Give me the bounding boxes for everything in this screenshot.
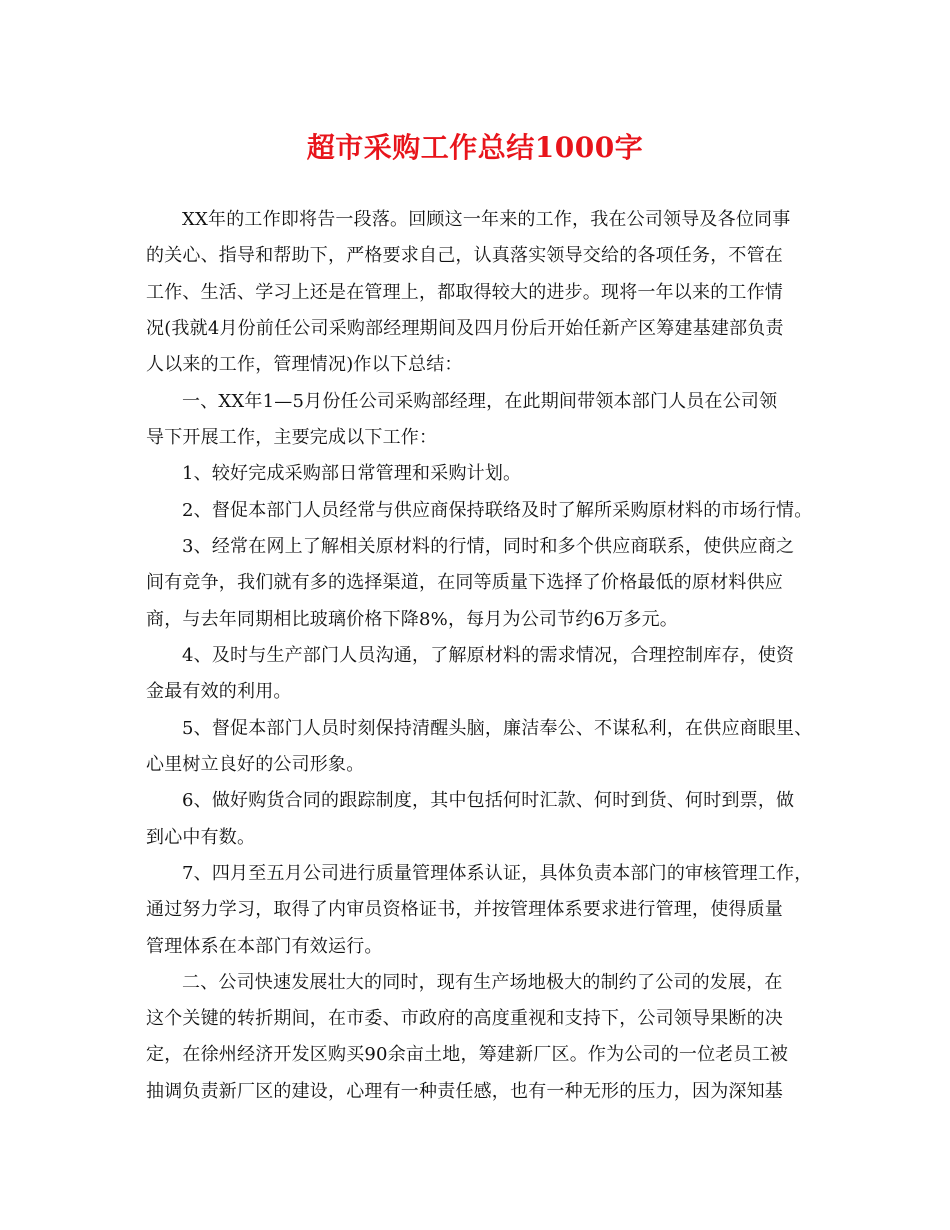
paragraph-line: 到心中有数。	[146, 827, 256, 848]
paragraph-line: 导下开展工作，主要完成以下工作：	[146, 427, 438, 448]
paragraph-line: 金最有效的利用。	[146, 681, 292, 702]
paragraph-line: 人以来的工作，管理情况)作以下总结：	[146, 354, 463, 375]
paragraph-line: 管理体系在本部门有效运行。	[146, 936, 383, 957]
paragraph-line: XX年的工作即将告一段落。回顾这一年来的工作，我在公司领导及各位同事	[182, 209, 791, 230]
paragraph-line: 况(我就4月份前任公司采购部经理期间及四月份后开始任新产区筹建基建部负责	[146, 318, 784, 339]
paragraph-line: 通过努力学习，取得了内审员资格证书，并按管理体系要求进行管理，使得质量	[146, 899, 783, 920]
paragraph-line: 的关心、指导和帮助下，严格要求自己，认真落实领导交给的各项任务，不管在	[146, 245, 783, 266]
paragraph-line: 一、XX年1—5月份任公司采购部经理，在此期间带领本部门人员在公司领	[182, 391, 778, 412]
paragraph-line: 工作、生活、学习上还是在管理上，都取得较大的进步。现将一年以来的工作情	[146, 282, 783, 303]
paragraph-line: 7、四月至五月公司进行质量管理体系认证，具体负责本部门的审核管理工作，	[182, 863, 813, 884]
paragraph-line: 1、较好完成采购部日常管理和采购计划。	[182, 463, 522, 484]
paragraph-line: 5、督促本部门人员时刻保持清醒头脑，廉洁奉公、不谋私利，在供应商眼里、	[182, 718, 813, 739]
document-title: 超市采购工作总结1000字	[306, 131, 644, 164]
paragraph-line: 3、经常在网上了解相关原材料的行情，同时和多个供应商联系，使供应商之	[182, 536, 795, 557]
paragraph-line: 6、做好购货合同的跟踪制度，其中包括何时汇款、何时到货、何时到票，做	[182, 790, 795, 811]
paragraph-line: 间有竞争，我们就有多的选择渠道，在同等质量下选择了价格最低的原材料供应	[146, 572, 783, 593]
paragraph-line: 心里树立良好的公司形象。	[146, 754, 365, 775]
paragraph-line: 二、公司快速发展壮大的同时，现有生产场地极大的制约了公司的发展，在	[182, 972, 783, 993]
paragraph-line: 4、及时与生产部门人员沟通，了解原材料的需求情况，合理控制库存，使资	[182, 645, 795, 666]
paragraph-line: 定，在徐州经济开发区购买90余亩土地，筹建新厂区。作为公司的一位老员工被	[146, 1044, 789, 1065]
paragraph-line: 这个关键的转折期间，在市委、市政府的高度重视和支持下，公司领导果断的决	[146, 1008, 783, 1029]
paragraph-line: 2、督促本部门人员经常与供应商保持联络及时了解所采购原材料的市场行情。	[182, 500, 813, 521]
paragraph-line: 抽调负责新厂区的建设，心理有一种责任感，也有一种无形的压力，因为深知基	[146, 1081, 783, 1102]
paragraph-line: 商，与去年同期相比玻璃价格下降8%，每月为公司节约6万多元。	[146, 609, 679, 630]
